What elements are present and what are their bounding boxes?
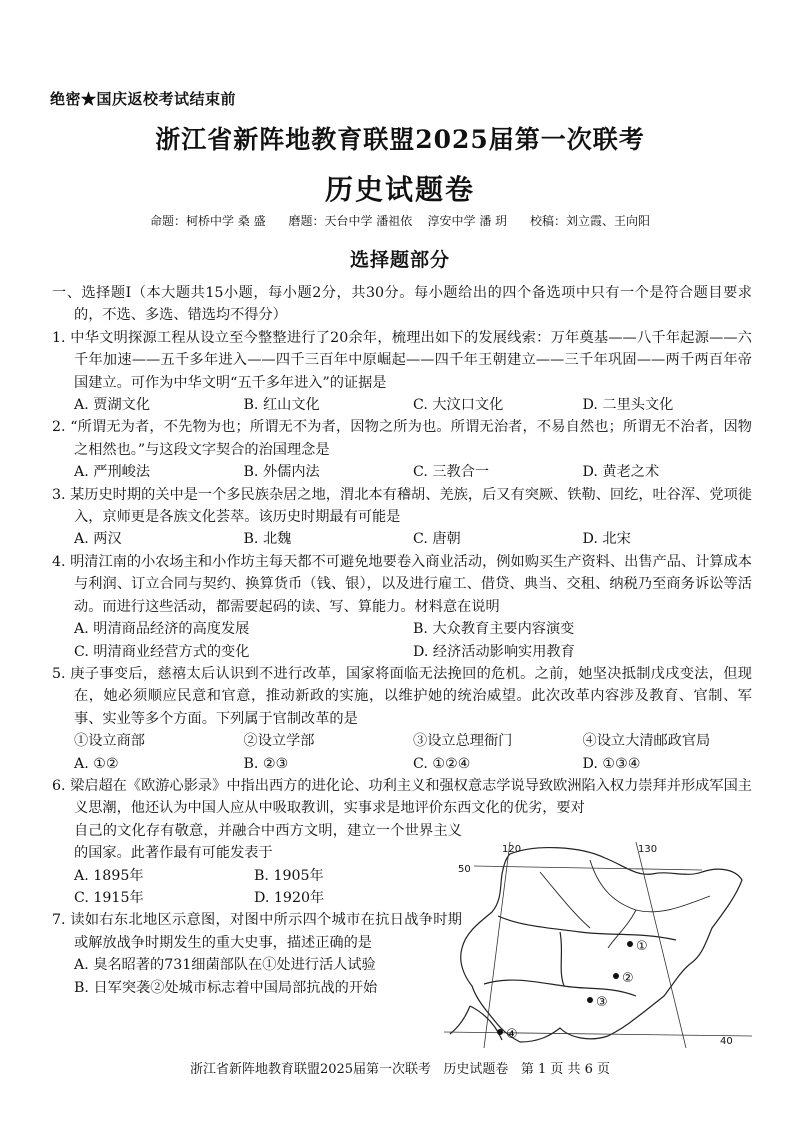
option-a[interactable]: A. 严刑峻法 (74, 464, 151, 481)
question-6-options-row-2 (52, 887, 440, 909)
option-a[interactable]: A. ①② (74, 755, 119, 772)
longitude-label: 120 (502, 844, 522, 855)
question-1-text: 1. 中华文明探源工程从设立至今整整进行了20余年，梳理出如下的发展线索：万年奠基——八千年起源——六千年加速——五千多年进入——四千三百年中原崛起——四千年王朝建立——三千年巩固——两千两百年帝国建立。可作为中华文明“五千多年进入”的证据是 (52, 329, 752, 391)
section-title: 选择题部分 (349, 249, 450, 271)
option-d[interactable]: D. 二里头文化 (582, 397, 674, 414)
option-d[interactable]: D. 经济活动影响实用教育 (413, 643, 575, 660)
northeast-china-map (440, 836, 758, 1050)
option-a[interactable]: A. 明清商品经济的高度发展 (74, 621, 250, 638)
graticule-line (474, 866, 702, 870)
option-b[interactable]: B. 红山文化 (243, 397, 320, 414)
item-2: ②设立学部 (243, 733, 315, 750)
option-d[interactable]: D. ①③④ (582, 755, 641, 772)
map-border-line (461, 848, 742, 1042)
option-b[interactable]: B. ②③ (243, 755, 289, 772)
latitude-label: 40 (720, 1036, 733, 1047)
option-c[interactable]: C. 1915年 (74, 889, 144, 906)
exam-subtitle: 历史试题卷 (324, 173, 475, 206)
province-boundary (484, 980, 636, 996)
item-3: ③设立总理衙门 (413, 733, 513, 750)
option-b[interactable]: B. 大众教育主要内容演变 (413, 621, 575, 638)
option-c[interactable]: C. ①②④ (413, 755, 471, 772)
option-b[interactable]: B. 1905年 (254, 867, 324, 884)
province-boundary (560, 932, 564, 986)
longitude-label: 130 (638, 844, 658, 855)
page-footer: 浙江省新阵地教育联盟2025届第一次联考 历史试题卷 第 1 页 共 6 页 (189, 1062, 611, 1077)
city-marker-3: ③ (596, 995, 608, 1010)
graticule-line (484, 842, 510, 1048)
question-6-options-row-1 (52, 865, 440, 887)
question-3-options (52, 528, 752, 550)
option-b[interactable]: B. 日军突袭②处城市标志着中国局部抗战的开始 (74, 979, 378, 996)
part-heading: 一、选择题Ⅰ（本大题共15小题，每小题2分，共30分。每小题给出的四个备选项中只有一个是符合题目要求的，不选、多选、错选均不得分） (52, 285, 752, 324)
confidential-mark: 绝密★国庆返校考试结束前 (50, 90, 237, 108)
exam-credits: 命题：柯桥中学 桑 盛 磨题：天台中学 潘祖依 淳安中学 潘 玥 校稿：刘立霞、王向阳 (149, 214, 651, 228)
option-c[interactable]: C. 大汶口文化 (413, 397, 504, 414)
option-d[interactable]: D. 北宋 (582, 531, 631, 548)
river (540, 872, 590, 928)
city-marker-1: ① (636, 939, 648, 954)
coastline (450, 1006, 470, 1034)
graticule-line (444, 1032, 752, 1036)
city-marker-4: ④ (506, 1027, 518, 1042)
option-c[interactable]: C. 唐朝 (413, 531, 461, 548)
option-b[interactable]: B. 外儒内法 (243, 464, 320, 481)
question-6-text: 6. 梁启超在《欧游心影录》中指出西方的进化论、功利主义和强权意志学说导致欧洲陷入权力崇拜并形成军国主义思潮，他还认为中国人应从中吸取教训，实事求是地评价东西文化的优劣，要对 (52, 777, 752, 817)
item-4: ④设立大清邮政官局 (582, 733, 711, 750)
option-c[interactable]: C. 明清商业经营方式的变化 (74, 643, 250, 660)
question-5-items (52, 730, 752, 752)
city-dot (627, 941, 633, 947)
question-6-text-continued: 自己的文化存有敬意，并融合中西方文明，建立一个世界主义的国家。此著作最有可能发表于 (74, 822, 462, 862)
province-boundary (498, 916, 676, 940)
question-5-text: 5. 庚子事变后，慈禧太后认识到不进行改革，国家将面临无法挽回的危机。之前，她坚决抵制戊戌变法，但现在，她必须顺应民意和官意，推动新政的实施，以维护她的统治威望。此次改革内容涉及教育、官制、军事、实业等多个方面。下列属于官制改革的是 (52, 665, 752, 727)
question-1-options (52, 394, 752, 416)
river (590, 860, 710, 912)
item-1: ①设立商部 (74, 733, 145, 750)
option-a[interactable]: A. 贾湖文化 (74, 397, 151, 414)
exam-title: 浙江省新阵地教育联盟2025届第一次联考 (155, 125, 645, 154)
question-4-options-row-2 (52, 641, 752, 663)
question-2-text: 2. “所谓无为者，不先物为也；所谓无不为者，因物之所为也。所谓无治者，不易自然也；所谓无不治者，因物之相然也。”与这段文字契合的治国理念是 (52, 419, 752, 458)
option-a[interactable]: A. 1895年 (74, 867, 144, 884)
option-c[interactable]: C. 三教合一 (413, 464, 490, 481)
option-a[interactable]: A. 两汉 (74, 531, 122, 548)
option-d[interactable]: D. 1920年 (254, 889, 325, 906)
option-a[interactable]: A. 臭名昭著的731细菌部队在①处进行活人试验 (74, 957, 376, 974)
option-b[interactable]: B. 北魏 (243, 531, 292, 548)
question-7-text: 7. 读如右东北地区示意图，对图中所示四个城市在抗日战争时期或解放战争时期发生的重大史事，描述正确的是 (52, 912, 462, 951)
question-4-text: 4. 明清江南的小农场主和小作坊主每天都不可避免地要卷入商业活动，例如购买生产资料、出售产品、计算成本与利润、订立合同与契约、换算货币（钱、银），以及进行雇工、借贷、典当、交租、纳税乃至商务诉讼等活动。而进行这些活动，都需要起码的读、写、算能力。材料意在说明 (52, 553, 752, 615)
city-marker-2: ② (622, 971, 634, 986)
question-2-options (52, 461, 752, 483)
city-dot (613, 973, 619, 979)
city-dot (497, 1029, 503, 1035)
question-3-text: 3. 某历史时期的关中是一个多民族杂居之地，渭北本有稽胡、羌族，后又有突厥、铁勒、回纥，吐谷浑、党项徙入，京师更是各族文化荟萃。该历史时期最有可能是 (52, 486, 752, 526)
question-5-options (52, 753, 752, 775)
question-4-options-row-1 (52, 618, 752, 640)
city-dot (587, 997, 593, 1003)
option-d[interactable]: D. 黄老之术 (582, 464, 660, 481)
latitude-label: 50 (458, 864, 471, 875)
